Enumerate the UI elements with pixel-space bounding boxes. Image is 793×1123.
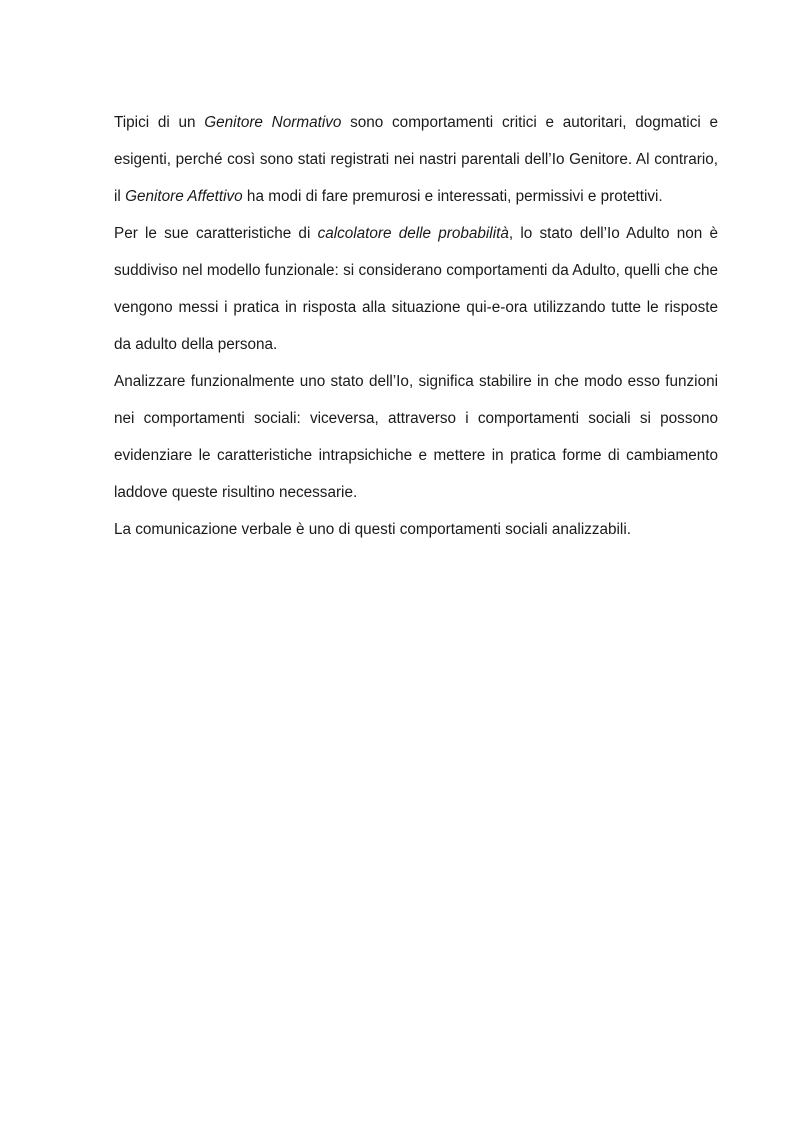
italic-term-calcolatore: calcolatore delle probabilità: [317, 225, 509, 242]
text-run: sono comportamenti critici e autoritari, dogmatici e esigenti, perché così sono stati registrati nei nastri parentali dell’Io Genitore. Al contrario, il: [114, 114, 718, 205]
text-run: ha modi di fare premurosi e interessati, permissivi e protettivi.: [242, 188, 663, 205]
text-run: Tipici di un: [114, 114, 205, 131]
paragraph-analisi-funzionale: [114, 363, 718, 511]
text-run: Per le sue caratteristiche di: [114, 225, 318, 242]
text-run: La comunicazione verbale è uno di questi comportamenti sociali analizzabili.: [114, 521, 631, 538]
paragraph-comunicazione: [114, 511, 718, 548]
paragraph-genitore: [114, 104, 718, 215]
italic-term-genitore-affettivo: Genitore Affettivo: [125, 188, 243, 205]
document-body: [114, 104, 718, 548]
text-run: Analizzare funzionalmente uno stato dell’Io, significa stabilire in che modo esso funzioni nei comportamenti sociali: viceversa, attraverso i comportamenti sociali si possono evidenziare le caratteristiche intrapsichiche e mettere in pratica forme di cambiamento laddove queste risultino necessarie.: [114, 373, 718, 501]
text-run: , lo stato dell’Io Adulto non è suddiviso nel modello funzionale: si considerano comportamenti da Adulto, quelli che che vengono messi i pratica in risposta alla situazione qui-e-ora utilizzando tutte le risposte da adulto della persona.: [114, 225, 718, 353]
paragraph-adulto: [114, 215, 718, 363]
italic-term-genitore-normativo: Genitore Normativo: [204, 114, 342, 131]
